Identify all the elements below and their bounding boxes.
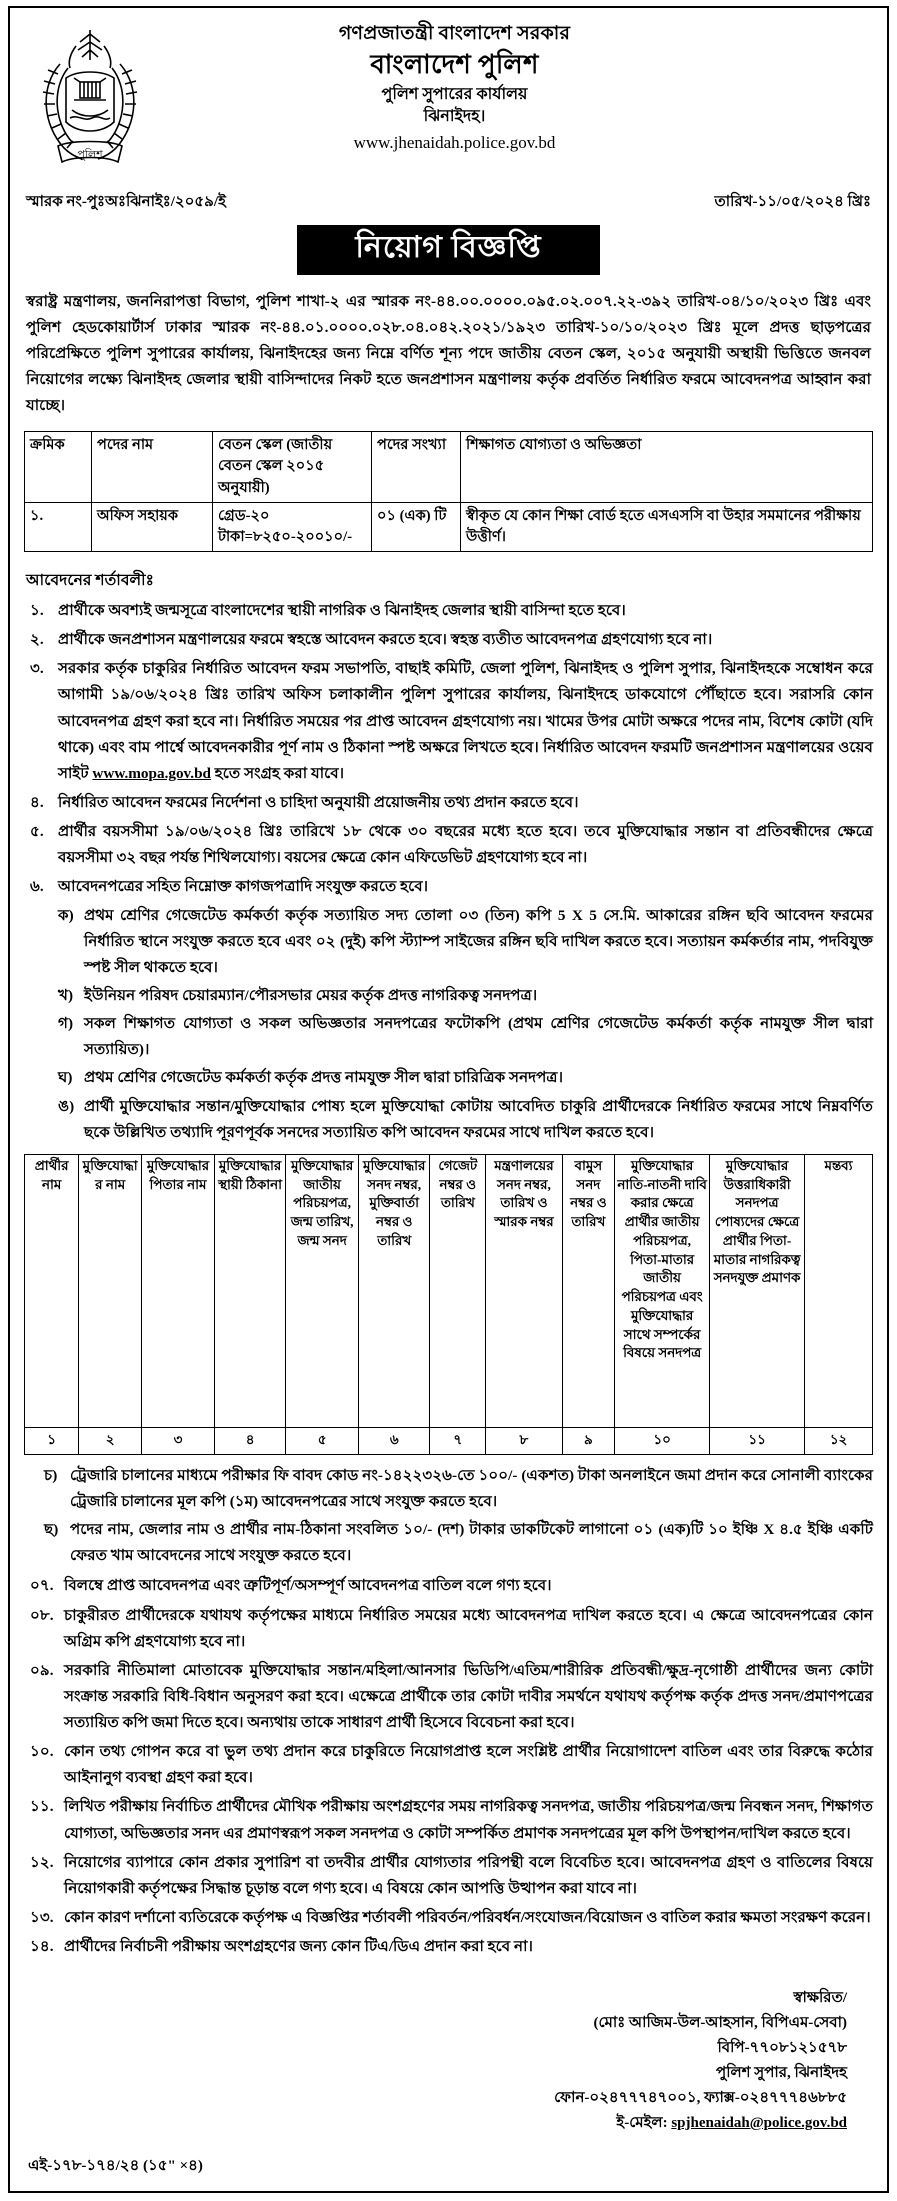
condition-text: লিখিত পরীক্ষায় নির্বাচিত প্রার্থীদের মৌখিক পরীক্ষায় অংশগ্রহণের সময় নাগরিকত্ব সনদপত্র, জাতীয় পরিচয়পত্র/জন্ম নিবন্ধন সনদ, শিক্ষাগত যোগ্যতা, অভিজ্ঞতার সনদ এর প্রমাণস্বরূপ সকল সনদপত্র ও কোটা সম্পর্কিত প্রমাণক সনদপত্রের মূল কপি উপস্থাপন/দাখিল করতে হবে। — [64, 1798, 873, 1842]
ff-header-bamus-certificate: বামুস সনদ নম্বর ও তারিখ — [562, 1154, 615, 1427]
government-name: গণপ্রজাতন্ত্রী বাংলাদেশ সরকার — [338, 23, 571, 44]
intro-paragraph: স্বরাষ্ট্র মন্ত্রণালয়, জননিরাপত্তা বিভাগ, পুলিশ শাখা-২ এর স্মারক নং-৪৪.০০.০০০০.০৯৫.০২.০০৭.২২-৩৯২ তারিখ-০৪/১০/২০২৩ খ্রিঃ এবং পুলিশ হেডকোয়ার্টার্স ঢাকার স্মারক নং-৪৪.০১.০০০০.০২৮.০৪.০৪২.২০২১/১৯২৩ তারিখ-১০/১০/২০২৩ খ্রিঃ মূলে প্রদত্ত ছাড়পত্রের পরিপ্রেক্ষিতে পুলিশ সুপারের কার্যালয়, ঝিনাইদহের জন্য নিম্নে বর্ণিত শূন্য পদে জাতীয় বেতন স্কেল, ২০১৫ অনুযায়ী অস্থায়ী ভিত্তিতে জনবল নিয়োগের লক্ষ্যে ঝিনাইদহ জেলার স্থায়ী বাসিন্দাদের নিকট হতে জনপ্রশাসন মন্ত্রণালয় কর্তৃক প্রবর্তিত নির্ধারিত ফরমে আবেদনপত্র আহ্বান করা যাচ্ছে। — [26, 292, 871, 415]
contact-phone-fax: ফোন-০২৪৭৭৭৪৭০০১, ফ্যাক্স-০২৪৭৭৭৪৬৮৮৫ — [554, 2089, 847, 2106]
condition-item-4 — [24, 790, 873, 816]
email-address-link[interactable]: spjhenaidah@police.gov.bd — [671, 2114, 847, 2131]
sub-condition-marker: ঙ) — [58, 1097, 75, 1115]
condition-item-10 — [24, 1739, 873, 1791]
cell-serial: ১. — [25, 502, 92, 551]
condition-number: ১. — [30, 601, 44, 619]
condition-item-14 — [24, 1934, 873, 1960]
condition-text: প্রার্থীকে অবশ্যই জন্মসূত্রে বাংলাদেশের স্থায়ী নাগরিক ও ঝিনাইদহ জেলার স্থায়ী বাসিন্দা হতে হবে। — [58, 601, 626, 619]
ff-col-number: ৭ — [430, 1427, 486, 1454]
ff-col-number: ৩ — [142, 1427, 215, 1454]
ff-table-header-row — [25, 1154, 873, 1427]
ff-header-grandchild-claim: মুক্তিযোদ্ধার নাতি-নাতনী দাবি করার ক্ষেত্রে প্রার্থীর জাতীয় পরিচয়পত্র, পিতা-মাতার জাতীয় পরিচয়পত্র এবং মুক্তিযোদ্ধার সাথে সম্পর্কের বিষয়ে সনদপত্র — [615, 1154, 710, 1427]
sub-condition-marker: খ) — [58, 986, 74, 1004]
ff-header-ff-permanent-address: মুক্তিযোদ্ধার স্থায়ী ঠিকানা — [214, 1154, 285, 1427]
ff-table-number-row — [25, 1427, 873, 1454]
condition-text: সরকারি নীতিমালা মোতাবেক মুক্তিযোদ্ধার সন্তান/মহিলা/আনসার ভিডিপি/এতিম/শারীরিক প্রতিবন্ধী/ক্ষুদ্র-নৃগোষ্ঠী প্রার্থীদের জন্য কোটা সংক্রান্ত সরকারি বিধি-বিধান অনুসরণ করা হবে। এক্ষেত্রে প্রার্থীকে তার কোটা দাবীর সমর্থনে যথাযথ কর্তৃপক্ষ কর্তৃক প্রদত্ত সনদ/প্রমাণপত্রের সত্যায়িত কপি জমা দিতে হবে। অন্যথায় তাকে সাধারণ প্রার্থী হিসেবে বিবেচনা করা হবে। — [64, 1661, 873, 1732]
condition-number: ০৯. — [30, 1661, 54, 1679]
ff-col-number: ৫ — [286, 1427, 359, 1454]
condition-text: নিয়োগের ব্যাপারে কোন প্রকার সুপারিশ বা তদবীর প্রার্থীর যোগ্যতার পরিপন্থী বলে বিবেচিত হবে। আবেদনপত্র গ্রহণ ও বাতিলের বিষয়ে নিয়োগকারী কর্তৃপক্ষের সিদ্ধান্ত চূড়ান্ত বলে গণ্য হবে। এ বিষয়ে কোন আপত্তি উত্থাপন করা যাবে না। — [64, 1853, 873, 1897]
signed-label: স্বাক্ষরিত/ — [793, 1990, 847, 2007]
signatory-name: (মোঃ আজিম-উল-আহসান, বিপিএম-সেবা) — [593, 2015, 847, 2032]
sub-condition-cha — [24, 1463, 873, 1515]
ff-col-number: ১০ — [615, 1427, 710, 1454]
website-url[interactable]: www.jhenaidah.police.gov.bd — [353, 132, 556, 152]
condition-item-3 — [24, 656, 873, 787]
condition-text: কোন তথ্য গোপন করে বা ভুল তথ্য প্রদান করে চাকুরিতে নিয়োগপ্রাপ্ত হলে সংশ্লিষ্ট প্রার্থীর নিয়োগাদেশ বাতিল এবং তার বিরুদ্ধে কঠোর আইনানুগ ব্যবস্থা গ্রহণ করা হবে। — [64, 1743, 873, 1787]
crest-label-text: পুলিশ — [77, 149, 103, 161]
signatory-designation: পুলিশ সুপার, ঝিনাইদহ — [716, 2065, 847, 2081]
signatory-bp-number: বিপি-৭৭০৮১২১৫৭৮ — [717, 2040, 847, 2057]
sub-condition-text: ইউনিয়ন পরিষদ চেয়ারম্যান/পৌরসভার মেয়র কর্তৃক প্রদত্ত নাগরিকত্ব সনদপত্র। — [84, 986, 538, 1004]
condition-number: ৬. — [30, 878, 44, 896]
signature-block — [24, 1986, 873, 2135]
header-serial: ক্রমিক — [25, 432, 92, 502]
condition-item-9 — [24, 1658, 873, 1736]
ff-header-ff-name: মুক্তিযোদ্ধার নাম — [79, 1154, 142, 1427]
ff-header-remarks: মন্তব্য — [805, 1154, 873, 1427]
condition-item-12 — [24, 1850, 873, 1902]
cell-pay-scale: গ্রেড-২০ টাকা=৮২৫০-২০০১০/- — [213, 502, 372, 551]
ff-header-gazette-no: গেজেট নম্বর ও তারিখ — [430, 1154, 486, 1427]
cell-vacancies: ০১ (এক) টি — [372, 502, 461, 551]
ff-header-candidate-name: প্রার্থীর নাম — [25, 1154, 79, 1427]
condition-item-11 — [24, 1794, 873, 1846]
ff-col-number: ১১ — [710, 1427, 805, 1454]
conditions-list-continued — [24, 1573, 873, 1960]
contact-email-row — [24, 2111, 847, 2136]
condition-item-2 — [24, 627, 873, 653]
ff-header-ministry-certificate: মন্ত্রণালয়ের সনদ নম্বর, তারিখ ও স্মারক নম্বর — [486, 1154, 562, 1427]
sub-condition-marker: গ) — [58, 1015, 74, 1033]
condition-text: চাকুরীরত প্রার্থীদেরকে যথাযথ কর্তৃপক্ষের মাধ্যমে নির্ধারিত সময়ের মধ্যে আবেদনপত্র দাখিল করতে হবে। এ ক্ষেত্রে আবেদনপত্রের কোন অগ্রিম কপি গ্রহণযোগ্য হবে না। — [64, 1606, 873, 1650]
sub-condition-marker: ক) — [58, 906, 74, 924]
sub-condition-ka — [24, 903, 873, 981]
ff-header-ff-certificate-no: মুক্তিযোদ্ধার সনদ নম্বর, মুক্তিবার্তা নম্বর ও তারিখ — [359, 1154, 430, 1427]
conditions-title: আবেদনের শর্তাবলীঃ — [26, 571, 154, 589]
ff-col-number: ৯ — [562, 1427, 615, 1454]
condition-number: ১০. — [30, 1743, 54, 1761]
bangladesh-police-emblem-icon — [30, 26, 150, 176]
office-name: পুলিশ সুপারের কার্যালয় — [381, 85, 528, 103]
condition-item-1 — [24, 598, 873, 624]
header-post-name: পদের নাম — [92, 432, 213, 502]
sub-condition-chha — [24, 1517, 873, 1569]
ff-header-ff-nid-dob: মুক্তিযোদ্ধার জাতীয় পরিচয়পত্র, জন্ম তারিখ, জন্ম সনদ — [286, 1154, 359, 1427]
ff-col-number: ১২ — [805, 1427, 873, 1454]
email-label: ই-মেইল: — [616, 2114, 672, 2131]
condition-text — [58, 656, 873, 787]
condition-number: ১১. — [30, 1798, 54, 1816]
condition-text: আবেদনপত্রের সহিত নিম্নোক্ত কাগজপত্রাদি সংযুক্ত করতে হবে। — [58, 878, 429, 896]
ff-header-ff-father-name: মুক্তিযোদ্ধার পিতার নাম — [142, 1154, 215, 1427]
condition-text: প্রার্থীর বয়সসীমা ১৯/০৬/২০২৪ খ্রিঃ তারিখে ১৮ থেকে ৩০ বছরের মধ্যে হতে হবে। তবে মুক্তিযোদ্ধার সন্তান বা প্রতিবন্ধীদের ক্ষেত্রে বয়সসীমা ৩২ বছর পর্যন্ত শিথিলযোগ্য। বয়সের ক্ষেত্রে কোন এফিডেভিট গ্রহণযোগ্য হবে না। — [58, 823, 873, 867]
sub-condition-text: প্রথম শ্রেণির গেজেটেড কর্মকর্তা কর্তৃক প্রদত্ত নামযুক্ত সীল দ্বারা চারিত্রিক সনদপত্র। — [84, 1069, 564, 1087]
memo-date: তারিখ-১১/০৫/২০২৪ খ্রিঃ — [714, 194, 871, 210]
sub-condition-text: প্রার্থী মুক্তিযোদ্ধার সন্তান/মুক্তিযোদ্ধার পোষ্য হলে মুক্তিযোদ্ধা কোটায় আবেদিত চাকুরি প্রার্থীদেরকে নির্ধারিত ফরমের সাথে নিম্নবর্ণিত ছকে উল্লিখিত তথ্যাদি পূরণপূর্বক সনদের সত্যায়িত কপি আবেদন ফরমের সাথে দাখিল করতে হবে। — [84, 1097, 873, 1141]
organization-name: বাংলাদেশ পুলিশ — [370, 50, 539, 80]
sub-condition-ga — [24, 1011, 873, 1063]
condition-text: বিলম্বে প্রাপ্ত আবেদনপত্র এবং ত্রুটিপূর্ণ/অসম্পূর্ণ আবেদনপত্র বাতিল বলে গণ্য হবে। — [64, 1577, 552, 1595]
condition-item-8 — [24, 1603, 873, 1655]
memo-number: স্মারক নং-পুঃঅঃঝিনাইঃ/২০৫৯/ই — [26, 194, 226, 210]
condition-text-part1: সরকার কর্তৃক চাকুরির নির্ধারিত আবেদন ফরম সভাপতি, বাছাই কমিটি, জেলা পুলিশ, ঝিনাইদহ ও পুলিশ সুপার, ঝিনাইদহকে সম্বোধন করে আগামী ১৯/০৬/২০২৪ খ্রিঃ তারিখ অফিস চলাকালীন পুলিশ সুপারের কার্যালয়, ঝিনাইদহে ডাকযোগে পৌঁছাতে হবে। সরাসরি কোন আবেদনপত্র গ্রহণ করা হবে না। নির্ধারিত সময়ের পর প্রাপ্ত আবেদন গ্রহণযোগ্য নয়। খামের উপর মোটা অক্ষরে পদের নাম, বিশেষ কোটা (যদি থাকে) এবং বাম পার্শ্বে আবেদনকারীর পূর্ণ নাম ও ঠিকানা স্পষ্ট অক্ষরে লিখতে হবে। নির্ধারিত আবেদন ফরমটি জনপ্রশাসন মন্ত্রণালয়ের ওয়েব সাইট — [58, 660, 873, 782]
ff-col-number: ১ — [25, 1427, 79, 1454]
condition-number: ২. — [30, 631, 44, 649]
sub-condition-kha — [24, 983, 873, 1009]
sub-condition-marker: ঘ) — [58, 1069, 73, 1087]
mopa-website-link[interactable]: www.mopa.gov.bd — [92, 764, 211, 782]
condition-text: নির্ধারিত আবেদন ফরমের নির্দেশনা ও চাহিদা অনুযায়ী প্রয়োজনীয় তথ্য প্রদান করতে হবে। — [58, 793, 579, 811]
conditions-list — [24, 598, 873, 901]
sub-condition-marker: ছ) — [44, 1521, 59, 1539]
notice-frame — [8, 6, 889, 2193]
sub-condition-text: পদের নাম, জেলার নাম ও প্রার্থীর নাম-ঠিকানা সংবলিত ১০/- (দশ) টাকার ডাকটিকেট লাগানো ০১ (এক)টি ১০ ইঞ্চি X ৪.৫ ইঞ্চি একটি ফেরত খাম আবেদনের সাথে সংযুক্ত করতে হবে। — [70, 1521, 873, 1565]
ff-col-number: ২ — [79, 1427, 142, 1454]
footer-reference: এই-১৭৮-১৭৪/২৪ (১৫" ×৪) — [28, 2157, 203, 2174]
ff-col-number: ৮ — [486, 1427, 562, 1454]
condition-text: প্রার্থীদের নির্বাচনী পরীক্ষায় অংশগ্রহণের জন্য কোন টিএ/ডিএ প্রদান করা হবে না। — [64, 1938, 533, 1956]
condition-number: ০৭. — [30, 1577, 54, 1595]
banner-wrapper — [24, 225, 873, 275]
footer-reference-row — [24, 2154, 873, 2179]
condition-number: ১৩. — [30, 1909, 54, 1927]
sub-condition-text: সকল শিক্ষাগত যোগ্যতা ও সকল অভিজ্ঞতার সনদপত্রের ফটোকপি (প্রথম শ্রেণির গেজেটেড কর্মকর্তা কর্তৃক নামযুক্ত সীল দ্বারা সত্যায়িত)। — [84, 1015, 873, 1059]
police-crest-logo — [24, 22, 156, 176]
condition-number: ৪. — [30, 793, 44, 811]
memo-row — [24, 190, 873, 215]
ff-col-number: ৪ — [214, 1427, 285, 1454]
condition-item-6 — [24, 874, 873, 900]
condition-item-7 — [24, 1573, 873, 1599]
condition-item-13 — [24, 1905, 873, 1931]
ff-col-number: ৬ — [359, 1427, 430, 1454]
header-vacancies: পদের সংখ্যা — [372, 432, 461, 502]
condition-number: ৩. — [30, 660, 44, 678]
condition-number: ৫. — [30, 823, 44, 841]
sub-condition-uo — [24, 1094, 873, 1146]
sub-condition-marker: চ) — [44, 1466, 58, 1484]
freedom-fighter-info-table — [24, 1154, 873, 1455]
condition-text: প্রার্থীকে জনপ্রশাসন মন্ত্রণালয়ের ফরমে স্বহস্তে আবেদন করতে হবে। স্বহস্ত ব্যতীত আবেদনপত্র গ্রহণযোগ্য হবে না। — [58, 631, 713, 649]
sub-condition-text: প্রথম শ্রেণির গেজেটেড কর্মকর্তা কর্তৃক সত্যায়িত সদ্য তোলা ০৩ (তিন) কপি 5 X 5 সে.মি. আকারের রঙ্গিন ছবি আবেদন ফরমের নির্ধারিত স্থানে সংযুক্ত করতে হবে এবং ০২ (দুই) কপি স্ট্যাম্প সাইজের রঙ্গিন ছবি দাখিল করতে হবে। সত্যায়ন কর্মকর্তার নাম, পদবিযুক্ত স্পষ্ট সীল থাকতে হবে। — [84, 906, 873, 976]
condition-number: ১৪. — [30, 1938, 54, 1956]
document-header — [24, 18, 873, 176]
table-row — [25, 502, 873, 551]
post-details-table — [24, 431, 873, 552]
condition-text: কোন কারণ দর্শানো ব্যতিরেকে কর্তৃপক্ষ এ বিজ্ঞপ্তির শর্তাবলী পরিবর্তন/পরিবর্ধন/সংযোজন/বিয়োজন ও বাতিল করার ক্ষমতা সংরক্ষণ করেন। — [64, 1909, 871, 1927]
cell-qualification: স্বীকৃত যে কোন শিক্ষা বোর্ড হতে এসএসসি বা উহার সমমানের পরীক্ষায় উত্তীর্ণ। — [461, 502, 873, 551]
table-header-row — [25, 432, 873, 502]
ff-header-successor-certificate: মুক্তিযোদ্ধার উত্তরাধিকারী সনদপত্র পোষ্যদের ক্ষেত্রে প্রার্থীর পিতা-মাতার নাগরিকত্ব সনদযুক্ত প্রমাণক — [710, 1154, 805, 1427]
notice-title-banner: নিয়োগ বিজ্ঞপ্তি — [297, 225, 599, 275]
condition-text-part2: হতে সংগ্রহ করা যাবে। — [211, 764, 345, 782]
condition-number: ১২. — [30, 1853, 54, 1871]
sub-condition-text: ট্রেজারি চালানের মাধ্যমে পরীক্ষার ফি বাবদ কোড নং-১৪২২৩২৬-তে ১০০/- (একশত) টাকা অনলাইনে জমা প্রদান করে সোনালী ব্যাংকের ট্রেজারি চালানের মূল কপি (১ম) আবেদনপত্রের সাথে সংযুক্ত করতে হবে। — [70, 1466, 873, 1510]
header-pay-scale: বেতন স্কেল (জাতীয় বেতন স্কেল ২০১৫ অনুযায়ী) — [213, 432, 372, 502]
condition-item-5 — [24, 819, 873, 871]
sub-condition-gha — [24, 1065, 873, 1091]
district-name: ঝিনাইদহ। — [423, 108, 486, 126]
condition-number: ০৮. — [30, 1606, 54, 1624]
header-qualification: শিক্ষাগত যোগ্যতা ও অভিজ্ঞতা — [461, 432, 873, 502]
cell-post-name: অফিস সহায়ক — [92, 502, 213, 551]
